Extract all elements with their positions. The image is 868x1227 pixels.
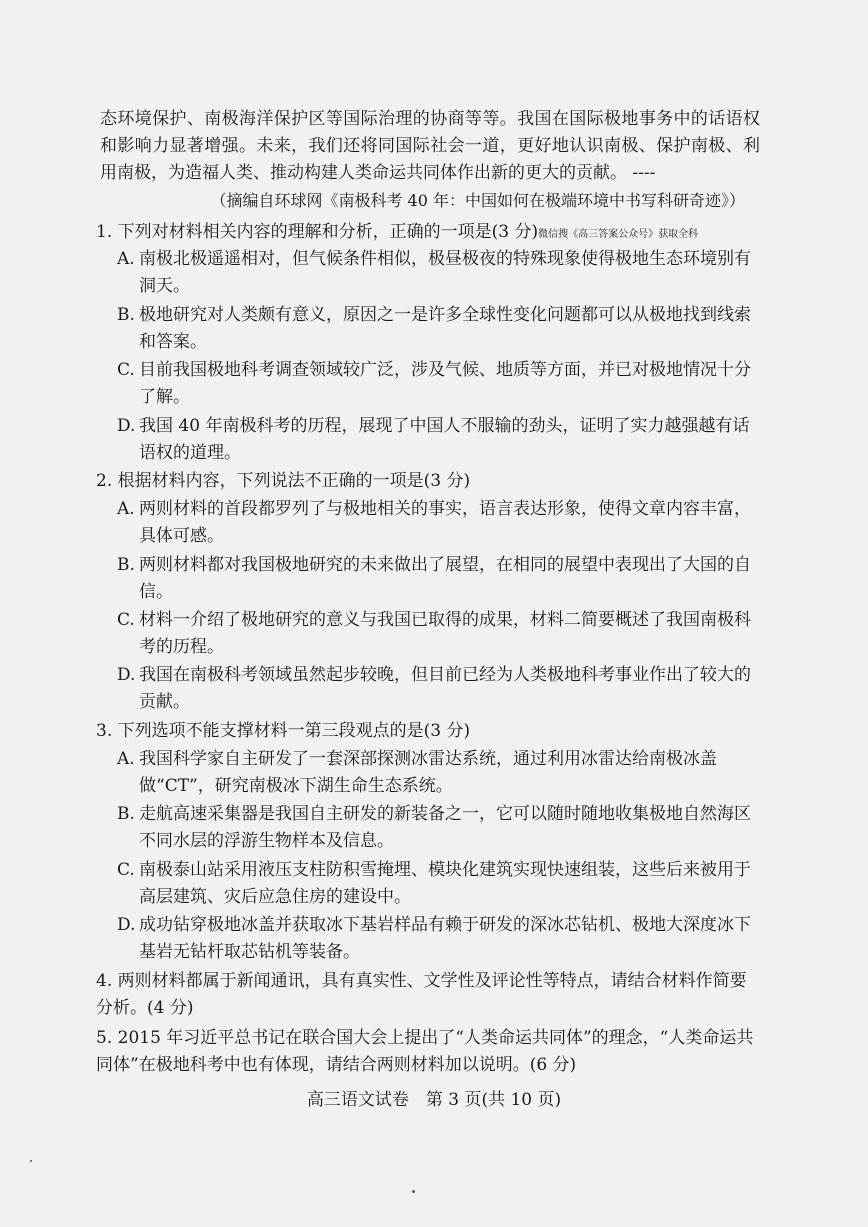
question-2-option-b <box>117 552 757 606</box>
option-label: B. <box>117 555 135 575</box>
option-label: A. <box>117 749 135 769</box>
question-3-stem: 3. 下列选项不能支撑材料一第三段观点的是(3 分) <box>96 721 471 741</box>
question-1-text: 1. 下列对材料相关内容的理解和分析，正确的一项是(3 分) <box>96 222 539 242</box>
question-1-option-d <box>117 413 757 467</box>
option-text: 南极北极遥遥相对，但气候条件相似，极昼极夜的特殊现象使得极地生态环境别有洞天。 <box>139 249 751 296</box>
option-label: B. <box>117 804 135 824</box>
question-3-option-a <box>117 746 757 800</box>
scan-speck <box>412 1190 415 1193</box>
option-text: 两则材料都对我国极地研究的未来做出了展望，在相同的展望中表现出了大国的自信。 <box>139 555 751 602</box>
question-3-option-b <box>117 801 757 855</box>
option-label: C. <box>117 610 135 630</box>
question-1-option-a <box>117 246 757 300</box>
option-text: 我国在南极科考领域虽然起步较晚，但目前已经为人类极地科考事业作出了较大的贡献。 <box>139 665 751 712</box>
question-5-stem: 5. 2015 年习近平总书记在联合国大会上提出了“人类命运共同体”的理念，“人类命运共同体”在极地科考中也有体现，请结合两则材料加以说明。(6 分) <box>96 1028 754 1075</box>
option-text: 成功钻穿极地冰盖并获取冰下基岩样品有赖于研发的深冰芯钻机、极地大深度冰下基岩无钻杆取芯钻机等装备。 <box>139 915 751 962</box>
option-label: B. <box>117 305 135 325</box>
question-4-stem: 4. 两则材料都属于新闻通讯，具有真实性、文学性及评论性等特点，请结合材料作简要分析。(4 分) <box>96 971 747 1018</box>
question-1-note: 微信搜《高三答案公众号》获取全科 <box>538 229 699 240</box>
option-text: 两则材料的首段都罗列了与极地相关的事实，语言表达形象，使得文章内容丰富，具体可感。 <box>139 499 751 546</box>
page-footer: 高三语文试卷 第 3 页(共 10 页) <box>306 1090 562 1110</box>
question-1-option-b <box>117 302 757 356</box>
question-2-option-a <box>117 496 757 550</box>
option-text: 南极泰山站采用液压支柱防积雪掩埋、模块化建筑实现快速组装，这些后来被用于高层建筑、灾后应急住房的建设中。 <box>139 860 751 907</box>
option-text: 走航高速采集器是我国自主研发的新装备之一，它可以随时随地收集极地自然海区不同水层的浮游生物样本及信息。 <box>139 804 751 851</box>
option-label: C. <box>117 360 135 380</box>
option-text: 我国科学家自主研发了一套深部探测冰雷达系统，通过利用冰雷达给南极冰盖做“CT”，研究南极冰下湖生命生态系统。 <box>139 749 717 796</box>
option-label: D. <box>117 416 136 436</box>
option-text: 我国 40 年南极科考的历程，展现了中国人不服输的劲头，证明了实力越强越有话语权的道理。 <box>139 416 750 463</box>
question-2-option-c <box>117 607 757 661</box>
question-3-option-c <box>117 857 757 911</box>
question-2-stem: 2. 根据材料内容，下列说法不正确的一项是(3 分) <box>96 471 471 491</box>
question-2-option-d <box>117 662 757 716</box>
option-text: 极地研究对人类颇有意义，原因之一是许多全球性变化问题都可以从极地找到线索和答案。 <box>139 305 751 352</box>
scan-speck <box>30 1160 32 1162</box>
question-1-stem <box>96 219 761 248</box>
option-text: 目前我国极地科考调查领域较广泛，涉及气候、地质等方面，并已对极地情况十分了解。 <box>139 360 751 407</box>
passage-paragraph: 态环境保护、南极海洋保护区等国际治理的协商等等。我国在国际极地事务中的话语权和影响力显著增强。未来，我们还将同国际社会一道，更好地认识南极、保护南极、利用南极，为造福人类、推动构建人类命运共同体作出新的更大的贡献。 ---- <box>100 109 760 183</box>
option-label: A. <box>117 499 135 519</box>
question-1-option-c <box>117 357 757 411</box>
option-label: D. <box>117 915 136 935</box>
passage-source: （摘编自环球网《南极科考 40 年：中国如何在极端环境中书写科研奇迹》） <box>210 191 745 210</box>
option-label: D. <box>117 665 136 685</box>
question-3-option-d <box>117 912 757 966</box>
option-text: 材料一介绍了极地研究的意义与我国已取得的成果，材料二简要概述了我国南极科考的历程。 <box>139 610 751 657</box>
option-label: C. <box>117 860 135 880</box>
option-label: A. <box>117 249 135 269</box>
